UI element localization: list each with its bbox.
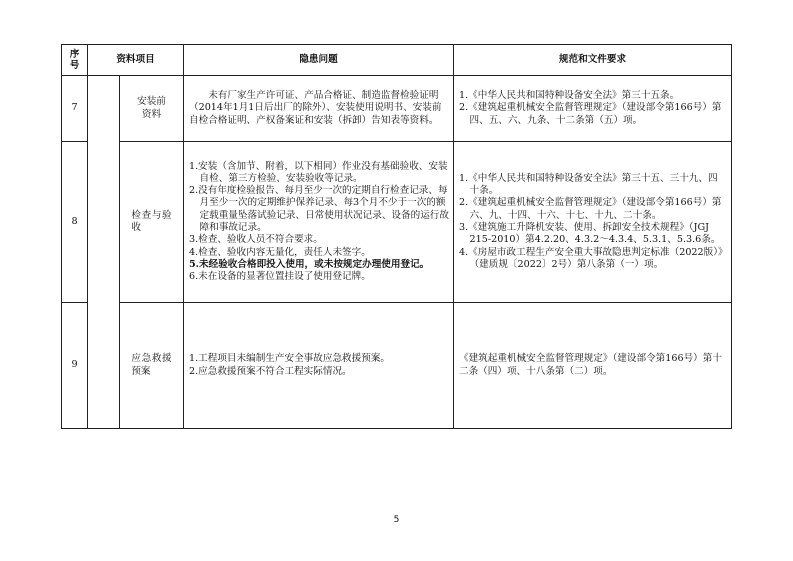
spec-item: 2.《建筑起重机械安全监督管理规定》（建设部令第166号）第四、五、六、九条、十二条第（五）项。 xyxy=(459,102,722,126)
spec-cell xyxy=(454,142,732,303)
category-spacer xyxy=(88,76,120,429)
hazard-text: 未有厂家生产许可证、产品合格证、制造监督检验证明（2014年1月1日后出厂的除外）、安装使用说明书、安装前自检合格证明、产权备案证和安装（拆卸）告知表等资料。 xyxy=(189,90,442,126)
header-spec: 规范和文件要求 xyxy=(454,45,732,76)
hazard-item: 3.检查、验收人员不符合要求。 xyxy=(189,234,323,246)
header-category: 资料项目 xyxy=(88,45,184,76)
row-number: 8 xyxy=(62,142,88,303)
row-number: 9 xyxy=(62,303,88,429)
spec-cell xyxy=(454,76,732,142)
spec-item: 1.《中华人民共和国特种设备安全法》第三十五条。 xyxy=(459,90,680,102)
hazard-item: 2.应急救援预案不符合工程实际情况。 xyxy=(189,365,352,377)
header-hazard: 隐患问题 xyxy=(184,45,454,76)
table-row xyxy=(62,142,732,303)
page-number: 5 xyxy=(393,515,400,525)
hazard-cell xyxy=(184,76,454,142)
hazard-item: 6.未在设备的显著位置挂设了使用登记牌。 xyxy=(189,271,371,283)
header-row xyxy=(62,45,732,76)
category-cell: 安装前资料 xyxy=(120,76,184,142)
hazard-item: 1.安装（含加节、附着，以下相同）作业没有基础验收、安装自检、第三方检验、安装验收等记录。 xyxy=(189,160,448,184)
category-cell: 检查与验收 xyxy=(120,142,184,303)
spec-cell xyxy=(454,303,732,429)
table-row xyxy=(62,76,732,142)
spec-item: 2.《建筑起重机械安全监督管理规定》（建设部令第166号）第六、九、十四、十六、十七、十九、二十条。 xyxy=(459,197,722,221)
table-row xyxy=(62,303,732,429)
hazard-item: 4.检查、验收内容无量化，责任人未签字。 xyxy=(189,246,371,258)
hazard-item: 5.未经验收合格即投入使用，或未按规定办理使用登记。 xyxy=(189,258,430,270)
hazard-item: 1.工程项目未编制生产安全事故应急救援预案。 xyxy=(189,353,391,365)
hazard-table xyxy=(61,44,732,429)
spec-item: 《建筑起重机械安全监督管理规定》（建设部令第166号）第十二条（四）项、十八条第（二）项。 xyxy=(459,353,722,377)
hazard-cell xyxy=(184,142,454,303)
category-cell: 应急救援预案 xyxy=(120,303,184,429)
hazard-item: 2.没有年度检验报告、每月至少一次的定期自行检查记录、每月至少一次的定期维护保养记录、每3个月不少于一次的额定载重量坠落试验记录、日常使用状况记录、设备的运行故障和事故记录。 xyxy=(189,185,449,233)
header-no: 序号 xyxy=(62,45,88,76)
spec-item: 3.《建筑施工升降机安装、使用、拆卸安全技术规程》（JGJ 215-2010）第4.2.20、4.3.2～4.3.4、5.3.1、5.3.6条。 xyxy=(459,222,721,246)
row-number: 7 xyxy=(62,76,88,142)
spec-item: 4.《房屋市政工程生产安全重大事故隐患判定标准（2022版）》（建质规〔2022〕2号）第八条第（一）项。 xyxy=(459,246,723,270)
spec-item: 1.《中华人民共和国特种设备安全法》第三十五、三十九、四十条。 xyxy=(459,172,718,197)
hazard-cell xyxy=(184,303,454,429)
